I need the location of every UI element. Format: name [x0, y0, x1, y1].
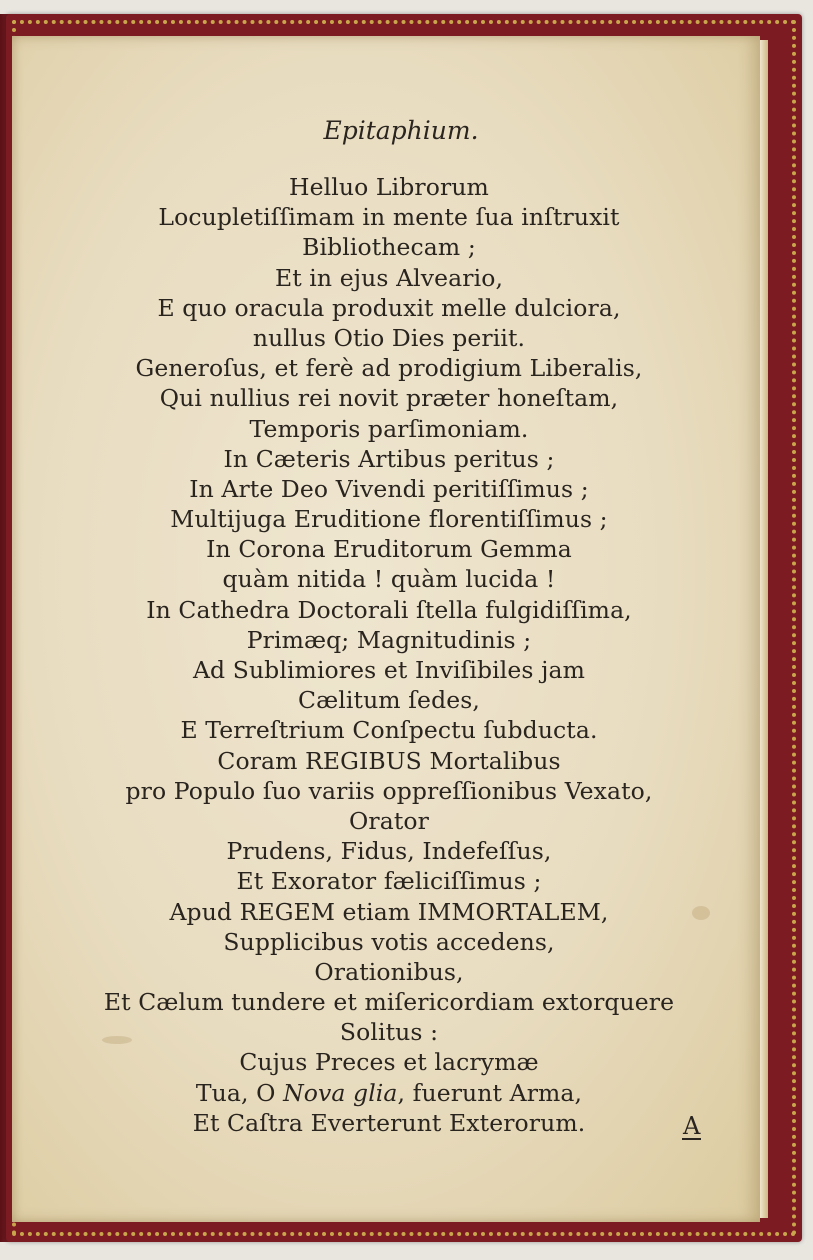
epitaph-line: Qui nullius rei novit præter honeſtam, — [159, 384, 619, 413]
line-text: , fuerunt Arma, — [397, 1078, 583, 1107]
epitaph-line: In Corona Eruditorum Gemma — [206, 535, 572, 564]
epitaph-line: Supplicibus votis accedens, — [223, 927, 555, 956]
signature-mark: A — [683, 1112, 701, 1140]
epitaph-line: Et in ejus Alveario, — [274, 263, 504, 292]
epitaph-line: pro Populo ſuo variis oppreſſionibus Vexato, — [125, 776, 653, 805]
epitaph-text — [12, 172, 760, 1138]
epitaph-line: Primæq; Magnitudinis ; — [246, 625, 532, 654]
epitaph-line: nullus Otio Dies periit. — [252, 323, 526, 352]
book-page — [12, 36, 760, 1222]
epitaph-line: E quo oracula produxit melle dulciora, — [157, 293, 621, 322]
line-text: Tua, O — [195, 1078, 284, 1107]
epitaph-line: Ad Sublimiores et Inviſibiles jam — [192, 656, 586, 684]
epitaph-line: Generoſus, et ferè ad prodigium Liberalis, — [135, 354, 643, 383]
epitaph-line: Helluo Librorum — [289, 173, 489, 201]
epitaph-line: Temporis parſimoniam. — [249, 414, 529, 443]
epitaph-line: E Terreſtrium Conſpectu ſubducta. — [180, 716, 598, 745]
epitaph-line: Et Cælum tundere et miſericordiam extorquere — [103, 988, 675, 1017]
epitaph-line: Et Caſtra Everterunt Exterorum. — [192, 1108, 586, 1137]
epitaph-line: Locupletiſſimam in mente ſua inſtruxit — [158, 203, 620, 232]
epitaph-line: Et Exorator fæliciſſimus ; — [236, 867, 542, 896]
epitaph-line: Cælitum ſedes, — [298, 686, 480, 715]
epitaph-line: Multijuga Eruditione florentiſſimus ; — [170, 505, 608, 534]
epitaph-line: Prudens, Fidus, Indefeſſus, — [226, 837, 552, 866]
epitaph-line: Apud REGEM etiam IMMORTALEM, — [169, 897, 609, 926]
epitaph-line: quàm nitida ! quàm lucida ! — [222, 565, 556, 594]
epitaph-line: Orator — [349, 806, 429, 835]
epitaph-line: In Arte Deo Vivendi peritiſſimus ; — [189, 474, 589, 503]
epitaph-line: Solitus : — [339, 1018, 439, 1047]
italic-name: Nova glia — [283, 1078, 398, 1107]
epitaph-line: Bibliothecam ; — [302, 233, 476, 262]
epitaph-line: Orationibus, — [314, 957, 464, 986]
epitaph-line: In Cathedra Doctorali ſtella fulgidiſſima, — [146, 595, 632, 624]
page-heading: Epitaphium. — [323, 116, 479, 145]
epitaph-line: Coram REGIBUS Mortalibus — [217, 746, 561, 775]
epitaph-line: Cujus Preces et lacrymæ — [239, 1048, 539, 1077]
epitaph-line — [18, 1078, 760, 1108]
epitaph-line: In Cæteris Artibus peritus ; — [223, 444, 555, 473]
